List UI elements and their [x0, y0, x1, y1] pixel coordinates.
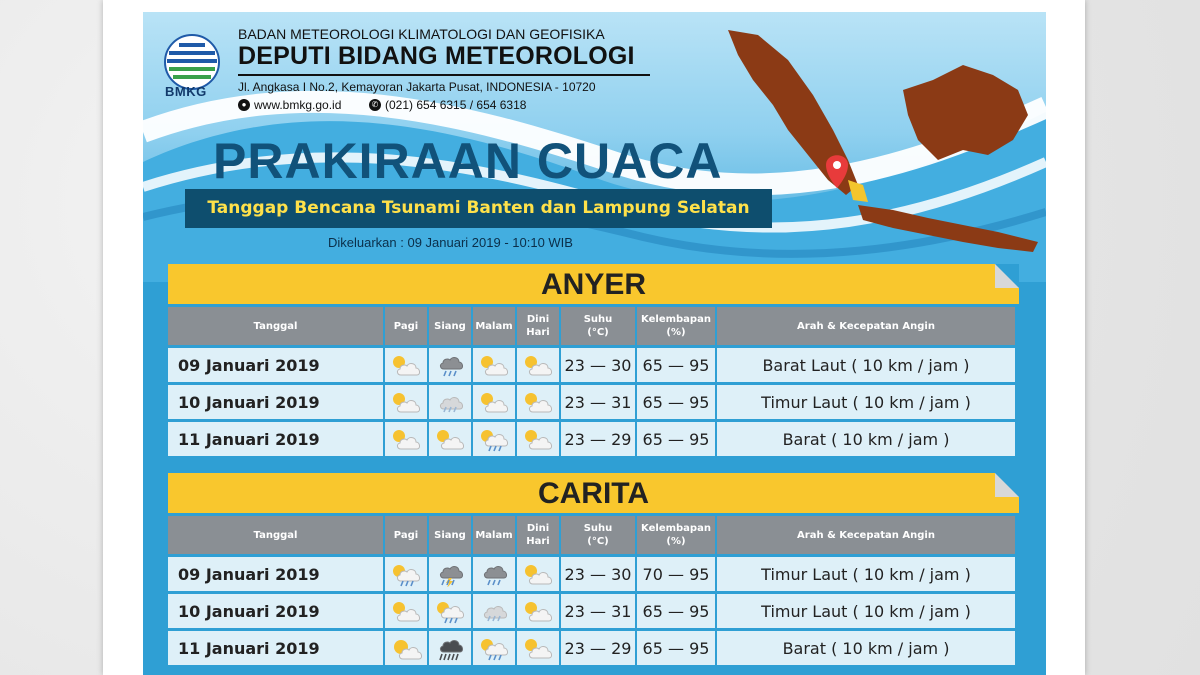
- col-suhu: Suhu (°C): [561, 307, 635, 345]
- col-kelembapan: Kelembapan (%): [637, 307, 715, 345]
- section-title-text: ANYER: [540, 268, 646, 301]
- cloudy-sun-icon: [477, 355, 511, 374]
- col-malam: Malam: [473, 516, 515, 554]
- website-contact: [238, 98, 341, 112]
- forecast-poster: [143, 12, 1046, 675]
- cloudy-sun-icon: [389, 392, 423, 411]
- sun-rain-icon: [477, 638, 511, 657]
- heavy-rain-icon: [433, 638, 467, 657]
- cloudy-sun-icon: [521, 638, 555, 657]
- col-date: Tanggal: [168, 307, 383, 345]
- section-carita: [168, 473, 1019, 668]
- weather-cell: [473, 557, 515, 591]
- phone-contact: [369, 98, 526, 112]
- weather-cell: [385, 348, 427, 382]
- phone-icon: ✆: [369, 99, 381, 111]
- table-row: [168, 631, 1015, 665]
- col-wind: Arah & Kecepatan Angin: [717, 307, 1015, 345]
- weather-cell: [473, 385, 515, 419]
- section-anyer: [168, 264, 1019, 459]
- row-humidity: 65 — 95: [637, 422, 715, 456]
- col-siang: Siang: [429, 307, 471, 345]
- table-header-row: [168, 516, 1015, 554]
- col-date: Tanggal: [168, 516, 383, 554]
- row-wind: Barat ( 10 km / jam ): [717, 631, 1015, 665]
- col-siang: Siang: [429, 516, 471, 554]
- row-humidity: 65 — 95: [637, 594, 715, 628]
- table-row: [168, 348, 1015, 382]
- cloudy-sun-icon: [521, 429, 555, 448]
- page-fold-decoration: [995, 264, 1019, 288]
- row-date: 11 Januari 2019: [168, 631, 383, 665]
- weather-cell: [517, 422, 559, 456]
- forecast-table: [166, 304, 1017, 459]
- weather-cell: [517, 385, 559, 419]
- row-temperature: 23 — 30: [561, 348, 635, 382]
- cloudy-sun-icon: [433, 429, 467, 448]
- col-pagi: Pagi: [385, 307, 427, 345]
- weather-cell: [429, 385, 471, 419]
- rain-cloud-icon: [433, 355, 467, 374]
- col-dini-hari: Dini Hari: [517, 307, 559, 345]
- row-temperature: 23 — 31: [561, 594, 635, 628]
- weather-cell: [429, 631, 471, 665]
- weather-cell: [385, 594, 427, 628]
- col-kelembapan: Kelembapan (%): [637, 516, 715, 554]
- cloudy-sun-icon: [389, 355, 423, 374]
- rain-cloud-icon: [477, 564, 511, 583]
- row-temperature: 23 — 30: [561, 557, 635, 591]
- weather-cell: [429, 557, 471, 591]
- cloudy-sun-icon: [389, 429, 423, 448]
- row-wind: Barat ( 10 km / jam ): [717, 422, 1015, 456]
- table-row: [168, 422, 1015, 456]
- organization-name: BADAN METEOROLOGI KLIMATOLOGI DAN GEOFISIKA: [238, 26, 605, 42]
- partly-cloudy-icon: [389, 638, 423, 657]
- weather-cell: [385, 631, 427, 665]
- light-rain-cloud-icon: [477, 601, 511, 620]
- col-pagi: Pagi: [385, 516, 427, 554]
- row-temperature: 23 — 29: [561, 422, 635, 456]
- department-name: DEPUTI BIDANG METEOROLOGI: [238, 42, 635, 70]
- page-title: PRAKIRAAN CUACA: [213, 133, 723, 189]
- row-wind: Timur Laut ( 10 km / jam ): [717, 557, 1015, 591]
- thunderstorm-icon: [433, 564, 467, 583]
- row-date: 10 Januari 2019: [168, 385, 383, 419]
- section-title-text: CARITA: [537, 477, 650, 510]
- weather-cell: [385, 557, 427, 591]
- sun-rain-icon: [433, 601, 467, 620]
- website: www.bmkg.go.id: [254, 98, 342, 112]
- table-row: [168, 385, 1015, 419]
- col-malam: Malam: [473, 307, 515, 345]
- weather-cell: [517, 348, 559, 382]
- weather-cell: [429, 422, 471, 456]
- col-wind: Arah & Kecepatan Angin: [717, 516, 1015, 554]
- row-wind: Timur Laut ( 10 km / jam ): [717, 594, 1015, 628]
- row-date: 11 Januari 2019: [168, 422, 383, 456]
- address: Jl. Angkasa I No.2, Kemayoran Jakarta Pusat, INDONESIA - 10720: [238, 80, 596, 94]
- row-date: 09 Januari 2019: [168, 557, 383, 591]
- weather-cell: [429, 348, 471, 382]
- row-wind: Timur Laut ( 10 km / jam ): [717, 385, 1015, 419]
- phone: (021) 654 6315 / 654 6318: [385, 98, 527, 112]
- forecast-table: [166, 513, 1017, 668]
- cloudy-sun-icon: [477, 392, 511, 411]
- row-humidity: 65 — 95: [637, 348, 715, 382]
- row-temperature: 23 — 29: [561, 631, 635, 665]
- cloudy-sun-icon: [389, 601, 423, 620]
- weather-cell: [517, 594, 559, 628]
- row-humidity: 65 — 95: [637, 385, 715, 419]
- sun-rain-icon: [477, 429, 511, 448]
- row-temperature: 23 — 31: [561, 385, 635, 419]
- col-suhu: Suhu (°C): [561, 516, 635, 554]
- weather-cell: [473, 348, 515, 382]
- logo-text: BMKG: [165, 84, 207, 99]
- weather-cell: [385, 422, 427, 456]
- weather-cell: [473, 594, 515, 628]
- table-header-row: [168, 307, 1015, 345]
- row-humidity: 70 — 95: [637, 557, 715, 591]
- sun-rain-icon: [389, 564, 423, 583]
- weather-cell: [429, 594, 471, 628]
- col-dini-hari: Dini Hari: [517, 516, 559, 554]
- cloudy-sun-icon: [521, 355, 555, 374]
- weather-cell: [473, 631, 515, 665]
- weather-cell: [517, 557, 559, 591]
- cloudy-sun-icon: [521, 392, 555, 411]
- row-humidity: 65 — 95: [637, 631, 715, 665]
- weather-cell: [517, 631, 559, 665]
- section-title: [168, 264, 1019, 304]
- page-fold-decoration: [995, 473, 1019, 497]
- header-divider: [238, 74, 650, 76]
- row-wind: Barat Laut ( 10 km / jam ): [717, 348, 1015, 382]
- table-row: [168, 557, 1015, 591]
- globe-icon: ●: [238, 99, 250, 111]
- subtitle-banner: Tanggap Bencana Tsunami Banten dan Lampung Selatan: [185, 189, 772, 228]
- cloudy-sun-icon: [521, 601, 555, 620]
- cloudy-sun-icon: [521, 564, 555, 583]
- light-rain-cloud-icon: [433, 392, 467, 411]
- section-title: [168, 473, 1019, 513]
- row-date: 09 Januari 2019: [168, 348, 383, 382]
- table-row: [168, 594, 1015, 628]
- weather-cell: [385, 385, 427, 419]
- weather-cell: [473, 422, 515, 456]
- issued-timestamp: Dikeluarkan : 09 Januari 2019 - 10:10 WIB: [328, 235, 573, 250]
- row-date: 10 Januari 2019: [168, 594, 383, 628]
